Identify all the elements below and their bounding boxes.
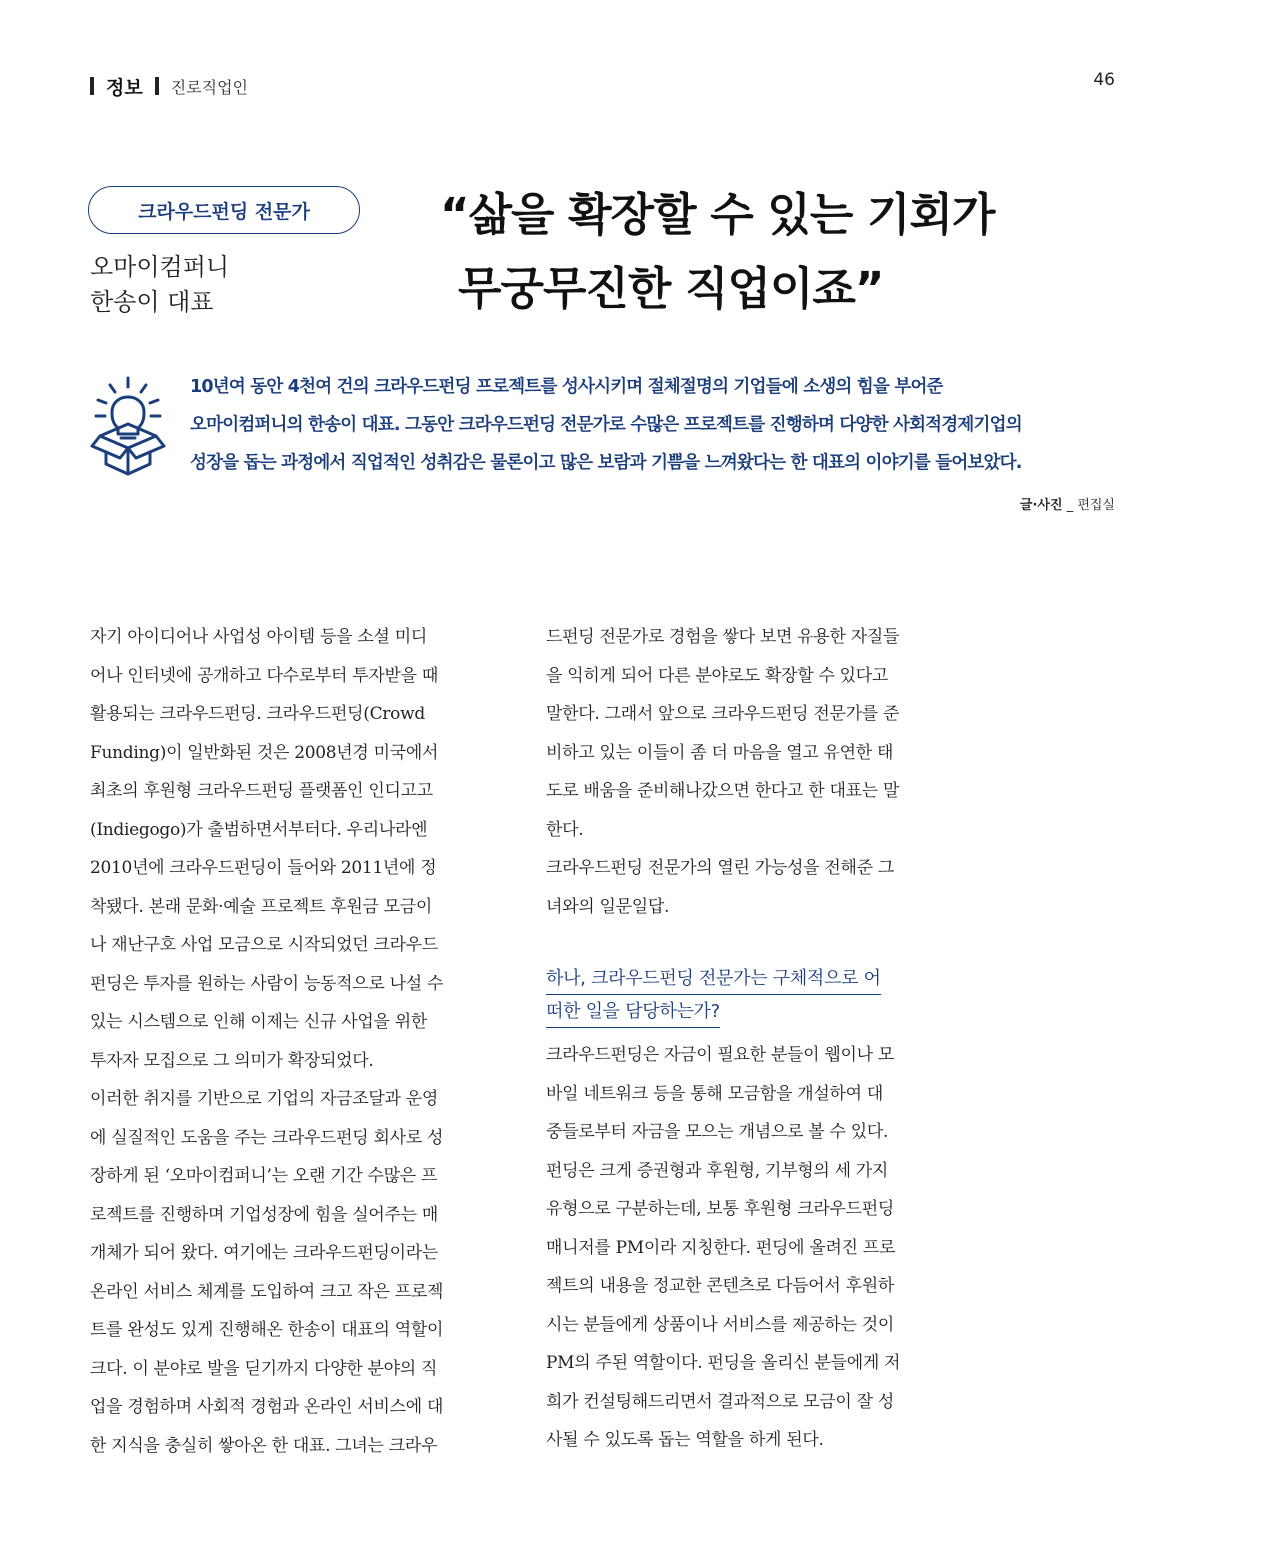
company-name: 오마이컴퍼니: [90, 253, 230, 281]
body-line: 바일 네트워크 등을 통해 모금함을 개설하여 대: [546, 1083, 883, 1104]
credit-value: _ 편집실: [1066, 498, 1115, 513]
headline-line-1: “삶을 확장할 수 있는 기회가: [440, 188, 995, 241]
body-line: 비하고 있는 이들이 좀 더 마음을 열고 유연한 태: [546, 742, 894, 763]
body-line: PM의 주된 역할이다. 펀딩을 올리신 분들에게 저: [546, 1353, 901, 1373]
lead-line: 10년여 동안 4천여 건의 크라우드펀딩 프로젝트를 성사시키며 절체절명의 기업들에 소생의 힘을 부어준: [190, 377, 943, 397]
body-line: (Indiegogo)가 출범하면서부터다. 우리나라엔: [90, 819, 428, 840]
body-line: 어나 인터넷에 공개하고 다수로부터 투자받을 때: [90, 665, 438, 686]
headline: [440, 178, 1200, 326]
page-number: 46: [1093, 70, 1115, 90]
lightbulb-box-icon: [88, 376, 168, 476]
body-line: 을 익히게 되어 다른 분야로도 확장할 수 있다고: [546, 665, 889, 686]
body-line: 이러한 취지를 기반으로 기업의 자금조달과 운영: [90, 1089, 438, 1109]
body-line: 드펀딩 전문가로 경험을 쌓다 보면 유용한 자질들: [546, 627, 900, 647]
question-line: 하나, 크라우드펀딩 전문가는 구체적으로 어: [546, 964, 881, 995]
body-line: 업을 경험하며 사회적 경험과 온라인 서비스에 대: [90, 1397, 444, 1417]
body-line: 도로 배움을 준비해나갔으면 한다고 한 대표는 말: [546, 781, 900, 801]
body-line: 있는 시스템으로 인해 이제는 신규 사업을 위한: [90, 1012, 427, 1032]
body-line: 젝트의 내용을 정교한 콘텐츠로 다듬어서 후원하: [546, 1276, 894, 1296]
header-divider: [155, 77, 159, 95]
body-line: 말한다. 그래서 앞으로 크라우드펀딩 전문가를 준: [546, 704, 900, 724]
body-line: 사될 수 있도록 돕는 역할을 하게 된다.: [546, 1430, 824, 1450]
body-line: 투자자 모집으로 그 의미가 확장되었다.: [90, 1050, 374, 1071]
body-line: 크라우드펀딩은 자금이 필요한 분들이 웹이나 모: [546, 1045, 894, 1065]
body-line: Funding)이 일반화된 것은 2008년경 미국에서: [90, 742, 439, 763]
body-line: 착됐다. 본래 문화·예술 프로젝트 후원금 모금이: [90, 896, 433, 917]
question-line: 떠한 일을 담당하는가?: [546, 997, 720, 1028]
body-line: 펀딩은 크게 증권형과 후원형, 기부형의 세 가지: [546, 1160, 889, 1181]
header-bar: [90, 77, 94, 95]
body-line: 시는 분들에게 상품이나 서비스를 제공하는 것이: [546, 1314, 894, 1335]
body-line: 최초의 후원형 크라우드펀딩 플랫폼인 인디고고: [90, 781, 433, 801]
interview-question: [546, 964, 968, 1028]
headline-line-2: 무궁무진한 직업이죠”: [458, 262, 884, 315]
lead-line: 성장을 돕는 과정에서 직업적인 성취감은 물론이고 많은 보람과 기쁨을 느껴왔다는 한 대표의 이야기를 들어보았다.: [190, 453, 1022, 473]
lead-paragraph: [190, 368, 1114, 482]
body-line: 트를 완성도 있게 진행해온 한송이 대표의 역할이: [90, 1320, 444, 1340]
body-column-left: [90, 618, 512, 1465]
section-title: 정보: [106, 76, 143, 99]
body-line: 녀와의 일문일답.: [546, 896, 670, 917]
body-line: 크라우드펀딩 전문가의 열린 가능성을 전해준 그: [546, 858, 894, 878]
body-line: 개체가 되어 왔다. 여기에는 크라우드펀딩이라는: [90, 1243, 438, 1263]
body-line: 한다.: [546, 819, 584, 840]
body-line: 한 지식을 충실히 쌓아온 한 대표. 그녀는 크라우: [90, 1435, 438, 1456]
body-line: 유형으로 구분하는데, 보통 후원형 크라우드펀딩: [546, 1199, 894, 1219]
person-title: 한송이 대표: [90, 288, 214, 316]
body-line: 장하게 된 ‘오마이컴퍼니’는 오랜 기간 수많은 프: [90, 1166, 438, 1186]
body-line: 중들로부터 자금을 모으는 개념으로 볼 수 있다.: [546, 1122, 889, 1142]
body-line: 활용되는 크라우드펀딩. 크라우드펀딩(Crowd: [90, 704, 425, 724]
page-header: [90, 74, 248, 98]
body-line: 희가 컨설팅해드리면서 결과적으로 모금이 잘 성: [546, 1391, 894, 1412]
subsection-title: 진로직업인: [170, 77, 248, 97]
credit-line: [1020, 494, 1115, 513]
body-line: 크다. 이 분야로 발을 딛기까지 다양한 분야의 직: [90, 1358, 438, 1379]
body-line: 매니저를 PM이라 지칭한다. 펀딩에 올려진 프로: [546, 1237, 896, 1258]
body-line: 펀딩은 투자를 원하는 사람이 능동적으로 나설 수: [90, 973, 444, 994]
body-line: 자기 아이디어나 사업성 아이템 등을 소셜 미디: [90, 627, 427, 647]
credit-label: 글·사진: [1019, 498, 1063, 513]
job-badge: 크라우드펀딩 전문가: [88, 186, 360, 234]
interviewee: [90, 250, 229, 320]
body-line: 2010년에 크라우드펀딩이 들어와 2011년에 정: [90, 858, 437, 878]
body-column-right: [546, 618, 968, 1460]
body-line: 로젝트를 진행하며 기업성장에 힘을 실어주는 매: [90, 1204, 438, 1225]
body-line: 나 재난구호 사업 모금으로 시작되었던 크라우드: [90, 935, 438, 955]
lead-line: 오마이컴퍼니의 한송이 대표. 그동안 크라우드펀딩 전문가로 수많은 프로젝트를 진행하며 다양한 사회적경제기업의: [190, 415, 1022, 435]
body-line: 온라인 서비스 체계를 도입하여 크고 작은 프로젝: [90, 1281, 444, 1302]
body-line: 에 실질적인 도움을 주는 크라우드펀딩 회사로 성: [90, 1127, 444, 1148]
